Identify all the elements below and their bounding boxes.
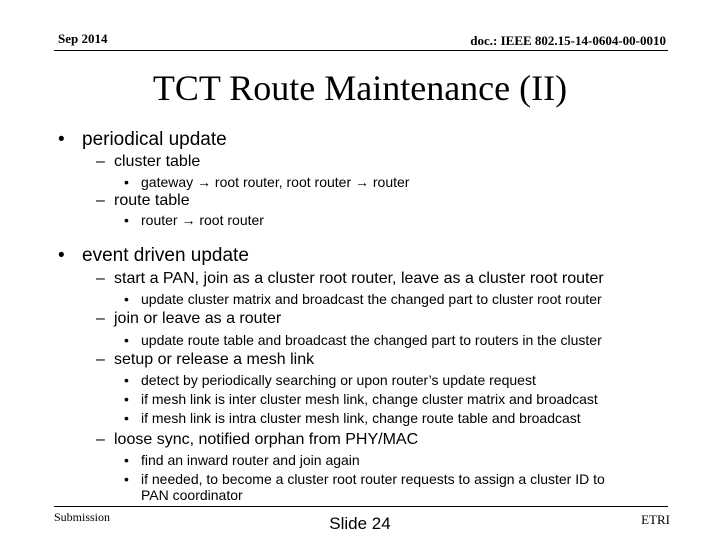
dash-glyph: – [96,270,105,287]
dash-glyph: – [96,310,105,327]
sub-text: route table [114,192,190,209]
bullet-glyph: • [124,372,129,388]
item-detect [124,371,536,389]
dash-glyph: – [96,431,105,448]
item-text: find an inward router and join again [141,452,360,468]
header-date: Sep 2014 [58,31,108,46]
item-router [124,211,264,229]
footer-submission: Submission [54,510,111,524]
bullet-text: periodical update [82,129,227,150]
footer-rule [54,506,668,507]
bullet-glyph: • [124,212,129,228]
item-intra-cluster [124,409,581,427]
item-text: router → root router [141,212,264,228]
bullet-glyph: • [124,452,129,468]
item-gateway [124,173,409,191]
footer-org: ETRI [641,512,670,527]
sub-text: cluster table [114,153,201,170]
item-text: detect by periodically searching or upon router’s update request [141,372,536,388]
item-text: if mesh link is intra cluster mesh link, change route table and broadcast [141,410,581,426]
bullet-glyph: • [124,471,129,487]
item-update-route-table [124,331,602,349]
bullet-glyph: • [124,391,129,407]
item-inter-cluster [124,390,598,408]
item-text: PAN coordinator [141,487,243,503]
sub-text: loose sync, notified orphan from PHY/MAC [114,431,419,448]
item-update-cluster-matrix [124,290,602,308]
sub-mesh-link [96,350,314,370]
bullet-glyph: • [124,410,129,426]
bullet-event-driven-update [58,244,249,268]
bullet-glyph: • [124,174,129,190]
bullet-periodical-update [58,128,227,152]
sub-join-or-leave [96,309,281,329]
sub-loose-sync [96,430,418,450]
bullet-text: event driven update [82,245,249,266]
item-find-inward-router [124,451,360,469]
item-text: if needed, to become a cluster root router requests to assign a cluster ID to [141,471,605,487]
dash-glyph: – [96,192,105,209]
sub-text: start a PAN, join as a cluster root router, leave as a cluster root router [114,270,604,287]
item-text: update route table and broadcast the changed part to routers in the cluster [141,332,602,348]
header-doc-id: doc.: IEEE 802.15-14-0604-00-0010 [470,33,666,48]
sub-cluster-table [96,152,200,172]
item-text: gateway → root router, root router → router [141,174,410,190]
sub-text: join or leave as a router [114,310,282,327]
bullet-glyph: • [58,129,65,150]
slide-title: TCT Route Maintenance (II) [152,68,568,108]
footer-slide-number: Slide 24 [329,514,391,533]
dash-glyph: – [96,351,105,368]
dash-glyph: – [96,153,105,170]
item-become-root-continued [141,486,243,504]
sub-route-table [96,191,190,211]
bullet-glyph: • [124,332,129,348]
item-text: if mesh link is inter cluster mesh link, change cluster matrix and broadcast [141,391,598,407]
sub-start-pan [96,269,604,289]
sub-text: setup or release a mesh link [114,351,315,368]
item-text: update cluster matrix and broadcast the changed part to cluster root router [141,291,602,307]
bullet-glyph: • [124,291,129,307]
bullet-glyph: • [58,245,65,266]
